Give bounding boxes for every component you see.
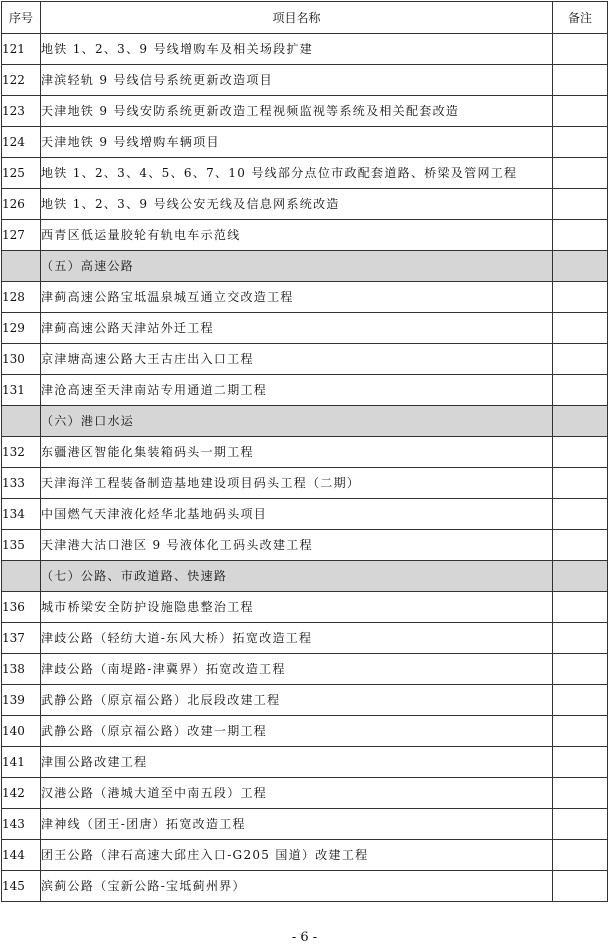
cell-note: [553, 344, 608, 375]
table-row: [2, 127, 608, 158]
cell-no: 128: [2, 282, 41, 313]
cell-no: 133: [2, 468, 41, 499]
cell-no: 122: [2, 65, 41, 96]
cell-name: 团王公路（津石高速大邱庄入口-G205 国道）改建工程: [41, 840, 553, 871]
cell-no: 132: [2, 437, 41, 468]
cell-name: （六）港口水运: [41, 406, 553, 437]
cell-name: 津蓟高速公路宝坻温泉城互通立交改造工程: [41, 282, 553, 313]
cell-name: 东疆港区智能化集装箱码头一期工程: [41, 437, 553, 468]
table-row: [2, 313, 608, 344]
cell-name: 天津港大沽口港区 9 号液体化工码头改建工程: [41, 530, 553, 561]
cell-no: 144: [2, 840, 41, 871]
cell-name: （五）高速公路: [41, 251, 553, 282]
cell-name: 津蓟高速公路天津站外迁工程: [41, 313, 553, 344]
cell-name: 津歧公路（南堤路-津冀界）拓宽改造工程: [41, 654, 553, 685]
cell-name: 津围公路改建工程: [41, 747, 553, 778]
cell-no: 126: [2, 189, 41, 220]
cell-note: [553, 34, 608, 65]
cell-note: [553, 468, 608, 499]
table-row: [2, 158, 608, 189]
cell-name: 天津地铁 9 号线安防系统更新改造工程视频监视等系统及相关配套改造: [41, 96, 553, 127]
cell-no: 145: [2, 871, 41, 902]
table-header-row: [2, 2, 608, 34]
table-row: [2, 499, 608, 530]
cell-note: [553, 251, 608, 282]
cell-name: 武静公路（原京福公路）改建一期工程: [41, 716, 553, 747]
header-name: 项目名称: [41, 2, 553, 34]
cell-note: [553, 499, 608, 530]
cell-note: [553, 747, 608, 778]
cell-name: 地铁 1、2、3、4、5、6、7、10 号线部分点位市政配套道路、桥梁及管网工程: [41, 158, 553, 189]
cell-note: [553, 654, 608, 685]
table-row: [2, 220, 608, 251]
header-no: 序号: [2, 2, 41, 34]
table-row: [2, 437, 608, 468]
cell-name: 津歧公路（轻纺大道-东风大桥）拓宽改造工程: [41, 623, 553, 654]
cell-no: 123: [2, 96, 41, 127]
cell-name: 城市桥梁安全防护设施隐患整治工程: [41, 592, 553, 623]
cell-name: 武静公路（原京福公路）北辰段改建工程: [41, 685, 553, 716]
cell-no: [2, 251, 41, 282]
cell-name: 滨蓟公路（宝新公路-宝坻蓟州界）: [41, 871, 553, 902]
cell-no: 139: [2, 685, 41, 716]
cell-no: 135: [2, 530, 41, 561]
cell-note: [553, 840, 608, 871]
cell-note: [553, 127, 608, 158]
cell-note: [553, 220, 608, 251]
cell-no: 138: [2, 654, 41, 685]
cell-note: [553, 96, 608, 127]
cell-no: 127: [2, 220, 41, 251]
cell-no: 124: [2, 127, 41, 158]
table-row: [2, 344, 608, 375]
cell-no: 129: [2, 313, 41, 344]
cell-no: 130: [2, 344, 41, 375]
cell-no: 141: [2, 747, 41, 778]
cell-no: 142: [2, 778, 41, 809]
cell-no: 125: [2, 158, 41, 189]
cell-note: [553, 375, 608, 406]
cell-note: [553, 437, 608, 468]
table-row: [2, 65, 608, 96]
cell-note: [553, 716, 608, 747]
cell-no: 121: [2, 34, 41, 65]
project-table: [1, 1, 608, 902]
table-row: [2, 685, 608, 716]
table-row: [2, 623, 608, 654]
table-row: [2, 778, 608, 809]
cell-note: [553, 189, 608, 220]
cell-note: [553, 778, 608, 809]
section-row: [2, 251, 608, 282]
cell-note: [553, 406, 608, 437]
cell-name: 天津海洋工程装备制造基地建设项目码头工程（二期）: [41, 468, 553, 499]
table-row: [2, 282, 608, 313]
table-row: [2, 840, 608, 871]
cell-name: 地铁 1、2、3、9 号线公安无线及信息网系统改造: [41, 189, 553, 220]
cell-no: 143: [2, 809, 41, 840]
cell-name: 天津地铁 9 号线增购车辆项目: [41, 127, 553, 158]
cell-no: 136: [2, 592, 41, 623]
cell-name: （七）公路、市政道路、快速路: [41, 561, 553, 592]
section-row: [2, 561, 608, 592]
cell-no: [2, 561, 41, 592]
cell-note: [553, 561, 608, 592]
cell-name: 津沧高速至天津南站专用通道二期工程: [41, 375, 553, 406]
section-row: [2, 406, 608, 437]
table-row: [2, 468, 608, 499]
cell-note: [553, 871, 608, 902]
table-row: [2, 189, 608, 220]
cell-note: [553, 809, 608, 840]
cell-note: [553, 623, 608, 654]
table-row: [2, 96, 608, 127]
cell-note: [553, 282, 608, 313]
table-row: [2, 809, 608, 840]
cell-no: 140: [2, 716, 41, 747]
table-row: [2, 592, 608, 623]
cell-name: 地铁 1、2、3、9 号线增购车及相关场段扩建: [41, 34, 553, 65]
table-row: [2, 375, 608, 406]
table-body: [2, 34, 608, 902]
cell-name: 津滨轻轨 9 号线信号系统更新改造项目: [41, 65, 553, 96]
table-row: [2, 716, 608, 747]
cell-no: [2, 406, 41, 437]
table-row: [2, 34, 608, 65]
cell-name: 西青区低运量胶轮有轨电车示范线: [41, 220, 553, 251]
cell-note: [553, 530, 608, 561]
table-row: [2, 871, 608, 902]
cell-no: 137: [2, 623, 41, 654]
cell-name: 中国燃气天津液化烃华北基地码头项目: [41, 499, 553, 530]
cell-name: 津神线（团王-团唐）拓宽改造工程: [41, 809, 553, 840]
cell-note: [553, 313, 608, 344]
page-number: - 6 -: [291, 930, 318, 945]
cell-note: [553, 65, 608, 96]
table-row: [2, 530, 608, 561]
cell-no: 131: [2, 375, 41, 406]
cell-note: [553, 592, 608, 623]
cell-no: 134: [2, 499, 41, 530]
header-note: 备注: [553, 2, 608, 34]
cell-note: [553, 685, 608, 716]
cell-name: 汉港公路（港城大道至中南五段）工程: [41, 778, 553, 809]
table-row: [2, 654, 608, 685]
table-row: [2, 747, 608, 778]
cell-name: 京津塘高速公路大王古庄出入口工程: [41, 344, 553, 375]
cell-note: [553, 158, 608, 189]
